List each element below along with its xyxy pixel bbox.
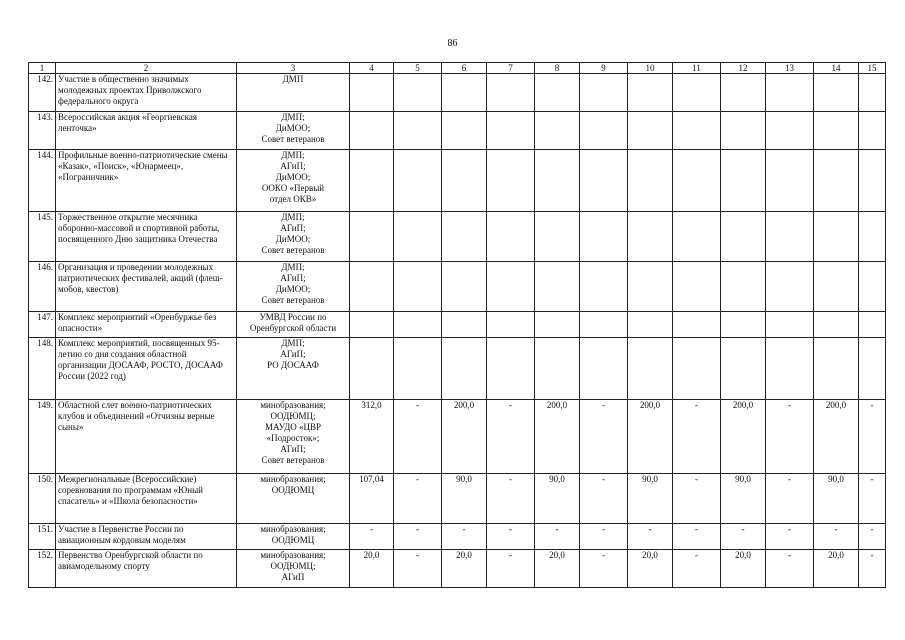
executor-cell [237, 338, 350, 400]
value-cell: - [859, 550, 886, 588]
value-cell: 90,0 [721, 474, 766, 524]
value-cell [628, 74, 673, 112]
event-name: Комплекс мероприятий «Оренбуржье без опасности» [56, 312, 237, 338]
event-name: Организация и проведении молодежных патриотических фестивалей, акций (флеш-мобов, квестов) [56, 262, 237, 312]
executor-line: ДМП [282, 74, 304, 84]
value-cell: 20,0 [535, 550, 580, 588]
value-cell [535, 150, 580, 212]
value-cell [859, 74, 886, 112]
value-cell [721, 150, 766, 212]
value-cell [814, 74, 859, 112]
value-cell [394, 74, 442, 112]
value-cell: 90,0 [814, 474, 859, 524]
executor-cell [237, 312, 350, 338]
executor-cell [237, 474, 350, 524]
value-cell [766, 150, 814, 212]
value-cell: - [721, 524, 766, 550]
value-cell: - [394, 474, 442, 524]
value-cell [673, 338, 721, 400]
value-cell [394, 212, 442, 262]
executor-line: РО ДОСААФ [267, 360, 319, 370]
value-cell: - [442, 524, 487, 550]
executor-line: минобразования; [260, 474, 326, 484]
value-cell: 107,04 [350, 474, 394, 524]
value-cell [394, 150, 442, 212]
header-cell: 11 [673, 63, 721, 74]
header-cell: 12 [721, 63, 766, 74]
executor-line: ДМП; [281, 262, 305, 272]
value-cell: - [859, 400, 886, 474]
value-cell [766, 74, 814, 112]
table-row [29, 400, 886, 474]
event-name: Первенство Оренбургской области по авиамодельному спорту [56, 550, 237, 588]
executor-line: ООДЮМЦ [271, 485, 315, 495]
value-cell [487, 150, 535, 212]
value-cell [394, 312, 442, 338]
event-name: Участие в общественно значимых молодежных проектах Приволжского федерального округа [56, 74, 237, 112]
value-cell [487, 338, 535, 400]
value-cell [394, 262, 442, 312]
value-cell: - [394, 524, 442, 550]
value-cell [766, 212, 814, 262]
executor-cell [237, 150, 350, 212]
row-number: 150. [29, 474, 56, 524]
value-cell: - [580, 524, 628, 550]
value-cell [580, 112, 628, 150]
value-cell: - [628, 524, 673, 550]
value-cell [766, 112, 814, 150]
executor-cell [237, 400, 350, 474]
value-cell [580, 338, 628, 400]
row-number: 149. [29, 400, 56, 474]
executor-line: Оренбургской области [249, 323, 337, 333]
header-cell: 9 [580, 63, 628, 74]
value-cell [442, 74, 487, 112]
row-number: 143. [29, 112, 56, 150]
value-cell [673, 312, 721, 338]
value-cell [350, 74, 394, 112]
value-cell [350, 112, 394, 150]
table-row [29, 112, 886, 150]
value-cell: - [859, 474, 886, 524]
value-cell [814, 112, 859, 150]
header-cell: 14 [814, 63, 859, 74]
value-cell [673, 212, 721, 262]
executor-line: ДиМОО; [275, 123, 311, 133]
table-row [29, 212, 886, 262]
value-cell [350, 150, 394, 212]
value-cell: 20,0 [442, 550, 487, 588]
value-cell: - [487, 400, 535, 474]
value-cell [535, 112, 580, 150]
row-number: 146. [29, 262, 56, 312]
executor-line: Совет ветеранов [261, 455, 325, 465]
value-cell: 20,0 [350, 550, 394, 588]
executor-line: ООДЮМЦ [271, 535, 315, 545]
value-cell [814, 312, 859, 338]
value-cell: 90,0 [442, 474, 487, 524]
value-cell: - [487, 474, 535, 524]
executor-line: АГиП; [280, 444, 306, 454]
event-name: Областной слет военно-патриотических клубов и объединений «Отчизны верные сыны» [56, 400, 237, 474]
executor-line: ДиМОО; [275, 234, 311, 244]
executor-line: Совет ветеранов [261, 245, 325, 255]
row-number: 142. [29, 74, 56, 112]
value-cell [859, 212, 886, 262]
value-cell [580, 262, 628, 312]
value-cell [535, 338, 580, 400]
header-cell: 1 [29, 63, 56, 74]
value-cell [628, 338, 673, 400]
value-cell [535, 74, 580, 112]
executor-line: Совет ветеранов [261, 295, 325, 305]
value-cell [628, 212, 673, 262]
value-cell: 200,0 [721, 400, 766, 474]
header-cell: 2 [56, 63, 237, 74]
value-cell [721, 112, 766, 150]
executor-line: отдел ОКВ» [269, 194, 317, 204]
value-cell [442, 312, 487, 338]
value-cell: - [673, 474, 721, 524]
value-cell [535, 262, 580, 312]
table-row [29, 338, 886, 400]
executor-line: ДиМОО; [275, 172, 311, 182]
row-number: 152. [29, 550, 56, 588]
executor-cell [237, 262, 350, 312]
table-row [29, 150, 886, 212]
value-cell [859, 150, 886, 212]
value-cell: 200,0 [535, 400, 580, 474]
value-cell: 20,0 [628, 550, 673, 588]
row-number: 147. [29, 312, 56, 338]
executor-line: ООДЮМЦ; [270, 561, 316, 571]
value-cell [628, 112, 673, 150]
table-row [29, 74, 886, 112]
header-cell: 13 [766, 63, 814, 74]
row-number: 151. [29, 524, 56, 550]
value-cell [580, 150, 628, 212]
value-cell [394, 338, 442, 400]
header-cell: 15 [859, 63, 886, 74]
value-cell [350, 212, 394, 262]
value-cell [721, 74, 766, 112]
table-row [29, 262, 886, 312]
value-cell: - [859, 524, 886, 550]
value-cell: - [814, 524, 859, 550]
data-table [28, 62, 886, 588]
value-cell: 312,0 [350, 400, 394, 474]
value-cell [766, 262, 814, 312]
executor-line: ДиМОО; [275, 284, 311, 294]
value-cell [394, 112, 442, 150]
header-cell: 5 [394, 63, 442, 74]
value-cell: 200,0 [442, 400, 487, 474]
value-cell [580, 212, 628, 262]
value-cell [814, 262, 859, 312]
value-cell [721, 262, 766, 312]
table-row [29, 312, 886, 338]
value-cell [673, 74, 721, 112]
value-cell: - [766, 550, 814, 588]
value-cell: - [673, 550, 721, 588]
header-row [29, 63, 886, 74]
value-cell: 20,0 [814, 550, 859, 588]
value-cell [535, 312, 580, 338]
value-cell [442, 112, 487, 150]
table-row [29, 474, 886, 524]
value-cell: - [394, 400, 442, 474]
event-name: Межрегиональные (Всероссийские) соревнования по программам «Юный спасатель» и «Школа безопасности» [56, 474, 237, 524]
value-cell: - [673, 400, 721, 474]
value-cell [442, 262, 487, 312]
value-cell: 200,0 [814, 400, 859, 474]
executor-line: ДМП; [281, 338, 305, 348]
row-number: 145. [29, 212, 56, 262]
value-cell [442, 212, 487, 262]
executor-line: минобразования; [260, 550, 326, 560]
event-name: Комплекс мероприятий, посвященных 95-летию со дня создания областной организации ДОСААФ, РОСТО, ДОСААФ России (2022 год) [56, 338, 237, 400]
value-cell: 200,0 [628, 400, 673, 474]
table-row [29, 550, 886, 588]
value-cell [814, 338, 859, 400]
value-cell [350, 262, 394, 312]
value-cell: - [766, 474, 814, 524]
value-cell: - [394, 550, 442, 588]
page-number: 86 [447, 38, 458, 49]
value-cell [673, 112, 721, 150]
executor-line: ДМП; [281, 150, 305, 160]
executor-line: АГиП; [280, 349, 306, 359]
value-cell [859, 338, 886, 400]
value-cell: 90,0 [535, 474, 580, 524]
row-number: 144. [29, 150, 56, 212]
header-cell: 3 [237, 63, 350, 74]
value-cell [580, 74, 628, 112]
value-cell [814, 150, 859, 212]
event-name: Всероссийская акция «Георгиевская ленточка» [56, 112, 237, 150]
value-cell [766, 312, 814, 338]
value-cell: - [535, 524, 580, 550]
value-cell: - [350, 524, 394, 550]
value-cell [350, 338, 394, 400]
header-cell: 6 [442, 63, 487, 74]
value-cell [442, 150, 487, 212]
value-cell [487, 262, 535, 312]
value-cell [721, 212, 766, 262]
value-cell [673, 150, 721, 212]
value-cell [721, 338, 766, 400]
executor-cell [237, 524, 350, 550]
executor-line: МАУДО «ЦВР [264, 422, 322, 432]
value-cell [628, 312, 673, 338]
value-cell [442, 338, 487, 400]
value-cell: - [580, 400, 628, 474]
executor-line: АГиП; [280, 223, 306, 233]
value-cell [766, 338, 814, 400]
value-cell: - [487, 524, 535, 550]
executor-cell [237, 74, 350, 112]
header-cell: 10 [628, 63, 673, 74]
header-cell: 4 [350, 63, 394, 74]
value-cell: - [487, 550, 535, 588]
value-cell [487, 74, 535, 112]
executor-line: Совет ветеранов [261, 134, 325, 144]
event-name: Участие в Первенстве России по авиационным кордовым моделям [56, 524, 237, 550]
executor-line: «Подросток»; [266, 433, 320, 443]
table-row [29, 524, 886, 550]
executor-line: АГиП [281, 572, 305, 582]
executor-line: ДМП; [281, 212, 305, 222]
value-cell [628, 262, 673, 312]
value-cell: 20,0 [721, 550, 766, 588]
event-name: Профильные военно-патриотические смены «Казак», «Поиск», «Юнармеец», «Пограничник» [56, 150, 237, 212]
value-cell [628, 150, 673, 212]
value-cell [487, 112, 535, 150]
value-cell: - [766, 400, 814, 474]
executor-cell [237, 212, 350, 262]
header-cell: 7 [487, 63, 535, 74]
value-cell [487, 312, 535, 338]
executor-cell [237, 550, 350, 588]
value-cell [487, 212, 535, 262]
value-cell: 90,0 [628, 474, 673, 524]
value-cell [859, 262, 886, 312]
executor-line: ООДЮМЦ; [270, 411, 316, 421]
value-cell: - [580, 474, 628, 524]
executor-line: ДМП; [281, 112, 305, 122]
executor-line: минобразования; [260, 400, 326, 410]
executor-line: УМВД России по [259, 312, 327, 322]
value-cell: - [673, 524, 721, 550]
executor-line: минобразования; [260, 524, 326, 534]
value-cell [859, 312, 886, 338]
header-cell: 8 [535, 63, 580, 74]
executor-cell [237, 112, 350, 150]
value-cell: - [766, 524, 814, 550]
value-cell [535, 212, 580, 262]
executor-line: ООКО «Первый [261, 183, 325, 193]
value-cell [350, 312, 394, 338]
value-cell: - [580, 550, 628, 588]
value-cell [580, 312, 628, 338]
event-name: Торжественное открытие месячника оборонно-массовой и спортивной работы, посвященного Дню защитника Отечества [56, 212, 237, 262]
executor-line: АГиП; [280, 273, 306, 283]
value-cell [673, 262, 721, 312]
row-number: 148. [29, 338, 56, 400]
value-cell [721, 312, 766, 338]
executor-line: АГиП; [280, 161, 306, 171]
value-cell [859, 112, 886, 150]
value-cell [814, 212, 859, 262]
